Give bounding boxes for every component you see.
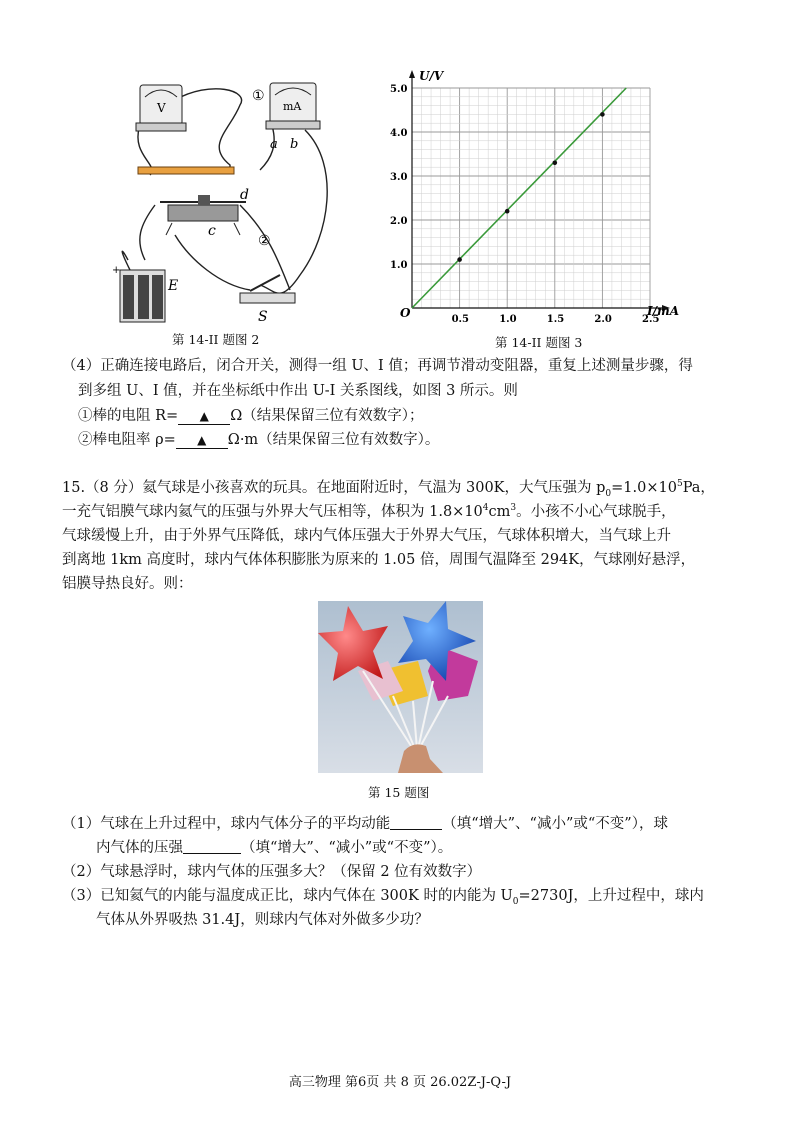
y-tick-label: 4.0: [390, 128, 408, 139]
q15-line5: 铝膜导热良好。则：: [62, 576, 193, 592]
y-axis-label: U/V: [419, 69, 444, 83]
q15-part1-b: （填“增大”、“减小”或“不变”），球: [442, 816, 668, 832]
fit-line: [412, 88, 626, 308]
origin-label: O: [400, 306, 411, 320]
answer-blank-pressure: [183, 839, 241, 854]
terminal-b-label: b: [290, 137, 299, 152]
answer-blank-resistance: ▲: [178, 409, 230, 425]
q15-line1-b: =1.0×10: [611, 480, 677, 496]
q14-sub1-prefix: ①棒的电阻 R=: [78, 408, 179, 424]
q15-part1-c: 内气体的压强: [96, 840, 183, 856]
resistor-rod: [138, 167, 234, 174]
rheostat: [160, 195, 246, 235]
q14-sub1-suffix: Ω（结果保留三位有效数字）；: [230, 408, 424, 424]
q15-photo-caption: 第 15 题图: [368, 785, 430, 800]
x-tick-label: 0.5: [451, 314, 470, 325]
x-tick-label: 1.5: [546, 314, 565, 325]
q15-part1-line1: [62, 814, 668, 834]
terminal-a-label: a: [270, 137, 278, 152]
x-tick-label: 2.5: [642, 314, 660, 325]
y-tick-label: 5.0: [390, 84, 408, 95]
q15-line2-b: cm: [488, 504, 511, 520]
q15-part1-line2: [96, 838, 452, 858]
data-point: [457, 257, 462, 262]
y-tick-label: 1.0: [390, 260, 408, 271]
q14-sub1: [78, 406, 423, 426]
x-axis-label: I/mA: [647, 304, 680, 318]
q15-exp5: 5: [676, 479, 683, 489]
x-tick-label: 1.0: [499, 314, 517, 325]
milliammeter-label: mA: [283, 100, 302, 113]
chart-grid: [412, 88, 650, 308]
q15-line2-a: 一充气铝膜气球内氦气的压强与外界大气压相等，体积为 1.8×10: [62, 504, 483, 520]
q14-sub2-prefix: ②棒电阻率 ρ=: [78, 432, 176, 448]
q15-line1: [62, 478, 715, 498]
q15-line2-c: 。小孩不小心气球脱手，: [516, 504, 676, 520]
q15-part2: （2）气球悬浮时，球内气体的压强多大？（保留 2 位有效数字）: [62, 864, 482, 880]
ui-chart: [385, 65, 685, 330]
data-point: [600, 112, 605, 117]
data-point: [553, 161, 558, 166]
q15-exp4: 4: [482, 503, 489, 513]
q15-part3-b: =2730J，上升过程中，球内: [518, 888, 704, 904]
battery-label: E: [168, 278, 179, 294]
wire-1-label: ①: [252, 88, 265, 104]
voltmeter-label: V: [157, 101, 166, 115]
y-tick-label: 2.0: [390, 216, 408, 227]
q15-u0-sub: 0: [512, 896, 519, 907]
q14-sub2: [78, 430, 439, 450]
q15-part3-line2: 气体从外界吸热 31.4J，则球内气体对外做多少功？: [96, 912, 429, 928]
q15-part1-d: （填“增大”、“减小”或“不变”）。: [241, 840, 453, 856]
figure3-caption: 第 14-II 题图 3: [495, 335, 583, 350]
q14-part4-line2: 到多组 U、I 值，并在坐标纸中作出 U-I 关系图线，如图 3 所示。则: [78, 383, 518, 399]
q15-p0-sub: 0: [605, 488, 612, 499]
q15-part3-line1: [62, 886, 704, 906]
circuit-figure: [100, 75, 340, 330]
rheostat-c-label: c: [208, 223, 216, 239]
battery: [120, 270, 165, 322]
q14-sub2-suffix: Ω·m（结果保留三位有效数字）。: [227, 432, 440, 448]
q15-line1-c: Pa，: [682, 480, 715, 496]
q15-line3: 气球缓慢上升，由于外界气压降低，球内气体压强大于外界大气压，气球体积增大，当气球上升: [62, 528, 671, 544]
q15-part3-a: （3）已知氦气的内能与温度成正比，球内气体在 300K 时的内能为 U: [62, 888, 513, 904]
q15-line1-a: 15.（8 分）氦气球是小孩喜欢的玩具。在地面附近时，气温为 300K，大气压强为 p: [62, 480, 606, 496]
y-tick-label: 3.0: [390, 172, 408, 183]
y-axis-arrow: [409, 70, 415, 78]
page-footer: 高三物理 第6页 共 8 页 26.02Z-J-Q-J: [288, 1075, 512, 1090]
answer-blank-resistivity: ▲: [176, 433, 228, 449]
x-tick-label: 2.0: [594, 314, 612, 325]
data-point: [505, 209, 510, 214]
q15-part1-a: （1）气球在上升过程中，球内气体分子的平均动能: [62, 816, 391, 832]
answer-blank-kinetic-energy: [390, 815, 442, 830]
battery-plus-label: +: [112, 265, 121, 276]
q15-exp3: 3: [510, 503, 517, 513]
q15-line2: [62, 502, 676, 522]
q15-line4: 到离地 1km 高度时，球内气体体积膨胀为原来的 1.05 倍，周围气温降至 294K，气球刚好悬浮，: [62, 552, 696, 568]
wire-2-label: ②: [258, 233, 271, 249]
q14-part4-line1: （4）正确连接电路后，闭合开关，测得一组 U、I 值；再调节滑动变阻器，重复上述测量步骤，得: [62, 358, 693, 374]
balloon-photo: [318, 601, 483, 773]
figure2-caption: 第 14-II 题图 2: [172, 332, 260, 347]
switch-label: S: [258, 309, 268, 325]
rheostat-d-label: d: [240, 187, 249, 203]
